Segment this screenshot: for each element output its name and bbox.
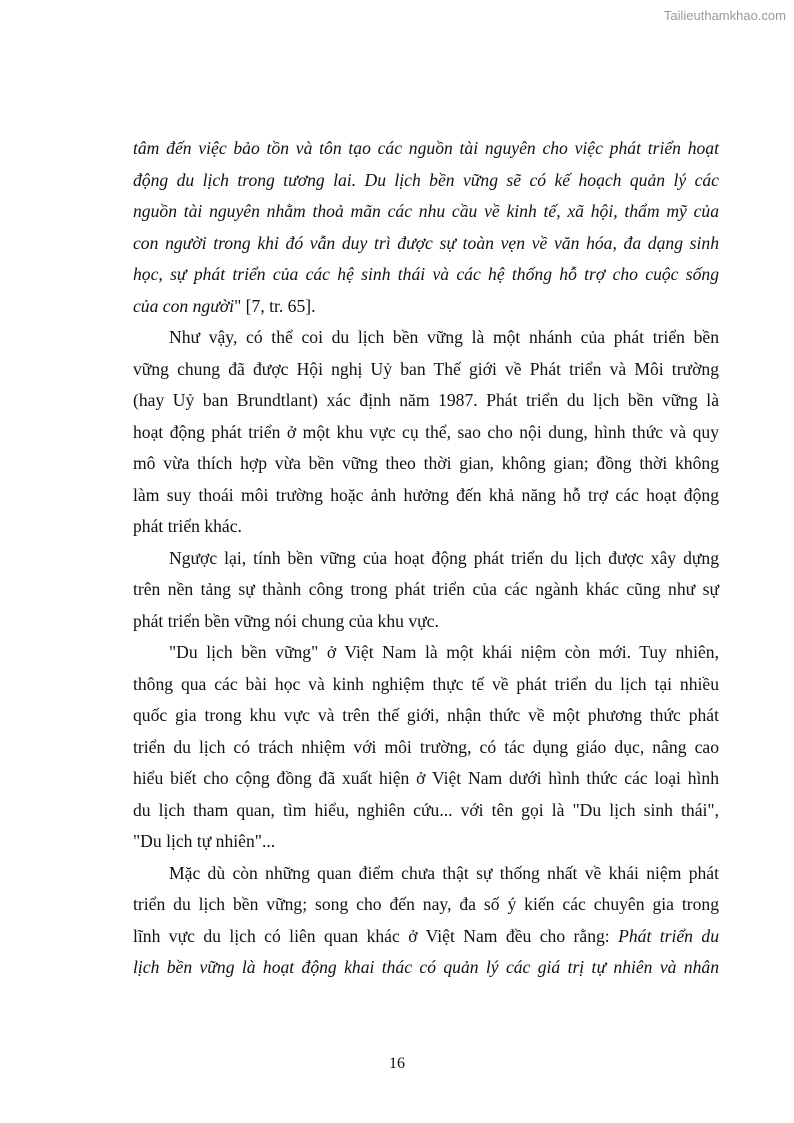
text-line: lĩnh vực du lịch có liên quan khác ở Việt Nam đều cho rằng: Phát triển du	[133, 925, 719, 946]
text-line: "Du lịch bền vững" ở Việt Nam là một khái niệm còn mới. Tuy nhiên,	[169, 642, 719, 662]
text-line: (hay Uỷ ban Brundtlant) xác định năm 1987. Phát triển du lịch bền vững là	[133, 390, 719, 410]
paragraph-3	[133, 543, 719, 638]
text-line: du lịch tham quan, tìm hiểu, nghiên cứu... với tên gọi là "Du lịch sinh thái",	[133, 799, 719, 820]
text-line: hiểu biết cho cộng đồng đã xuất hiện ở Việt Nam dưới hình thức các loại hình	[133, 768, 719, 788]
text-line: trên nền tảng sự thành công trong phát triển của các ngành khác cũng như sự	[133, 579, 719, 599]
text-line: con người trong khi đó vẫn duy trì được sự toàn vẹn về văn hóa, đa dạng sinh	[133, 232, 719, 253]
text-line: thông qua các bài học và kinh nghiệm thực tế về phát triển du lịch tại nhiều	[133, 673, 719, 694]
text-line: tâm đến việc bảo tồn và tôn tạo các nguồn tài nguyên cho việc phát triển hoạt	[133, 138, 719, 158]
text-line: hoạt động phát triển ở một khu vực cụ thể, sao cho nội dung, hình thức và quy	[133, 421, 719, 442]
text-line: triển du lịch có trách nhiệm với môi trường, có tác dụng giáo dục, nâng cao	[133, 736, 719, 757]
watermark: Tailieuthamkhao.com	[663, 8, 786, 23]
text-line: phát triển bền vững nói chung của khu vực.	[133, 610, 439, 631]
paragraph-5	[133, 858, 719, 984]
text-line: mô vừa thích hợp vừa bền vững theo thời gian, không gian; đồng thời không	[133, 453, 719, 473]
text-line: Mặc dù còn những quan điểm chưa thật sự thống nhất về khái niệm phát	[169, 862, 719, 883]
text-line: nguồn tài nguyên nhằm thoả mãn các nhu cầu về kinh tế, xã hội, thẩm mỹ của	[133, 201, 719, 221]
text-line: động du lịch trong tương lai. Du lịch bền vững sẽ có kế hoạch quản lý các	[133, 169, 719, 190]
paragraph-2	[133, 322, 719, 543]
paragraph-1	[133, 133, 719, 322]
text-line: Như vậy, có thể coi du lịch bền vững là một nhánh của phát triển bền	[169, 327, 719, 347]
text-line: vững chung đã được Hội nghị Uỷ ban Thế giới về Phát triển và Môi trường	[133, 358, 719, 379]
page-number: 16	[389, 1055, 405, 1072]
text-line: của con người" [7, tr. 65].	[133, 295, 316, 316]
text-line: học, sự phát triển của các hệ sinh thái và các hệ thống hỗ trợ cho cuộc sống	[133, 264, 719, 284]
text-line: Ngược lại, tính bền vững của hoạt động phát triển du lịch được xây dựng	[169, 547, 719, 568]
text-line: phát triển khác.	[133, 516, 242, 536]
text-line: triển du lịch bền vững; song cho đến nay, đa số ý kiến các chuyên gia trong	[133, 894, 719, 914]
text-line: làm suy thoái môi trường hoặc ảnh hưởng đến khả năng hỗ trợ các hoạt động	[133, 484, 719, 505]
text-line: lịch bền vững là hoạt động khai thác có quản lý các giá trị tự nhiên và nhân	[133, 957, 719, 977]
text-line: "Du lịch tự nhiên"...	[133, 831, 276, 851]
text-line: quốc gia trong khu vực và trên thế giới, nhận thức về một phương thức phát	[133, 705, 719, 725]
paragraph-4	[133, 637, 719, 858]
document-body	[133, 133, 719, 984]
